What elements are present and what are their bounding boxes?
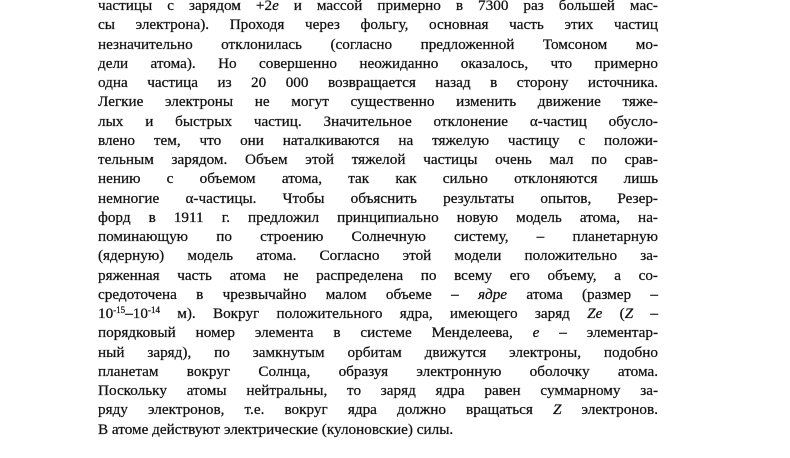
text-run: электронов. <box>561 401 658 419</box>
charge-symbol: e <box>532 324 540 342</box>
text-run: – элементар- <box>539 324 658 342</box>
text-line-12: форд в 1911 г. предложил принципиально новую модель атома, на- <box>98 208 658 226</box>
exponent: -15 <box>113 305 126 315</box>
text-line-11: немногие α-частицы. Чтобы объяснить результаты опытов, Резер- <box>98 189 658 207</box>
document-page <box>98 0 658 439</box>
text-run: средоточена в чрезвычайно малом объеме – <box>98 285 478 303</box>
text-run: –10 <box>125 305 148 322</box>
charge-symbol: е <box>272 0 279 14</box>
text-run: м). Вокруг положительного ядра, имеющего заряд <box>159 305 588 322</box>
text-line-9: тельным зарядом. Объем этой тяжелой частицы очень мал по срав- <box>98 151 658 168</box>
atomic-number-symbol: Z <box>552 401 562 419</box>
text-line-17 <box>98 304 658 323</box>
exponent: -14 <box>147 305 160 315</box>
text-line-7: лых и быстрых частиц. Значительное отклонение α-частиц обусло- <box>98 112 658 130</box>
text-line-4: дели атома). Но совершенно неожиданно оказалось, что примерно <box>98 54 658 72</box>
text-line-15: ряженная часть атома не распределена по всему его объему, а со- <box>98 266 658 284</box>
term-core: ядре <box>477 285 508 303</box>
text-run: и массой примерно в 7300 раз большей мас- <box>278 0 658 14</box>
text-line-19: ный заряд), по замкнутым орбитам движутся электроны, подобно <box>98 343 658 361</box>
text-line-1 <box>98 0 658 15</box>
text-line-13: поминающую по строению Солнечную систему, – планетарную <box>98 228 658 245</box>
text-line-21: Поскольку атомы нейтральны, то заряд ядра равен суммарному за- <box>98 382 658 399</box>
text-run: ряду электронов, т.е. вокруг ядра должно вращаться <box>98 401 553 419</box>
text-line-2: сы электрона). Проходя через фольгу, основная часть этих частиц <box>98 16 658 34</box>
text-line-22 <box>98 400 658 419</box>
text-line-18 <box>98 323 658 342</box>
text-run: атома (размер – <box>507 285 658 303</box>
text-run: порядковый номер элемента в системе Менделеева, <box>98 324 533 342</box>
text-run: 10 <box>98 305 114 322</box>
text-line-16 <box>98 285 658 304</box>
text-line-23: В атоме действуют электрические (кулоновские) силы. <box>98 420 454 438</box>
text-line-8: влено тем, что они наталкиваются на тяжелую частицу с положи- <box>98 131 658 149</box>
text-run: ( <box>602 305 625 322</box>
text-line-10: нению с объемом атома, так как сильно отклоняются лишь <box>98 170 658 188</box>
text-line-5: одна частица из 20 000 возвращается назад в сторону источника. <box>98 74 658 91</box>
text-line-3: незначительно отклонилась (согласно предложенной Томсоном мо- <box>98 35 658 53</box>
text-line-20: планетам вокруг Солнца, образуя электронную оболочку атома. <box>98 362 658 380</box>
text-line-6: Легкие электроны не могут существенно изменить движение тяже- <box>98 93 658 111</box>
text-run: – <box>633 305 658 322</box>
text-run: частицы с зарядом +2 <box>98 0 273 14</box>
charge-symbol: Ze <box>587 305 603 322</box>
atomic-number-symbol: Z <box>624 305 634 322</box>
text-line-14: (ядерную) модель атома. Согласно этой модели положительно за- <box>98 247 658 265</box>
